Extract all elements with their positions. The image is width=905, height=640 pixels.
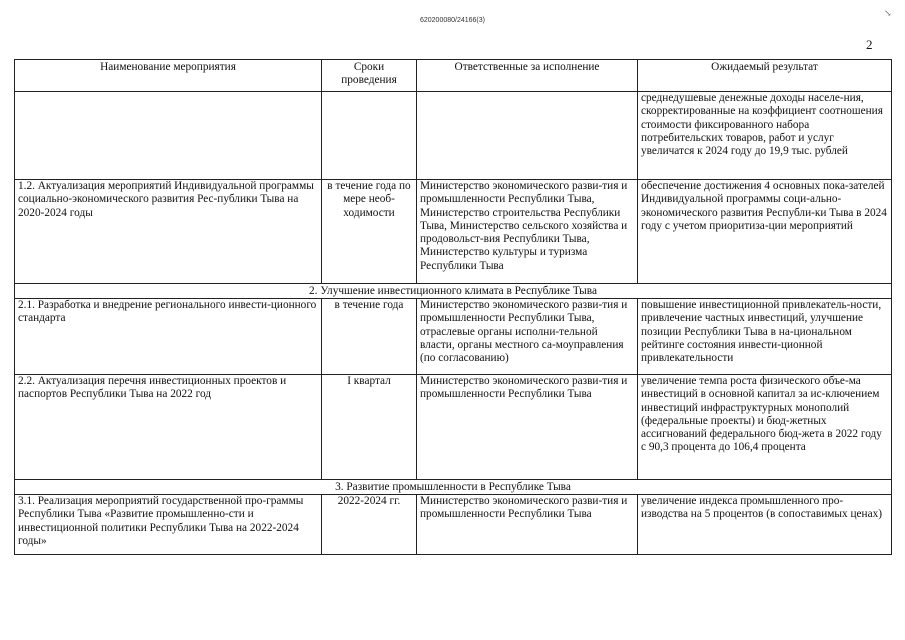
column-header-result: Ожидаемый результат: [638, 60, 892, 92]
section-heading-3: 3. Развитие промышленности в Республике Тыва: [15, 480, 892, 495]
section-heading-2: 2. Улучшение инвестиционного климата в Республике Тыва: [15, 284, 892, 299]
cell-deadline: в течение года по мере необ-ходимости: [322, 180, 417, 284]
table-row: [15, 375, 892, 480]
events-table: [14, 59, 892, 555]
cell-responsible: Министерство экономического разви-тия и промышленности Республики Тыва, отраслевые органы исполни-тельной власти, органы местного са-моуправления (по согласованию): [417, 299, 638, 375]
table-row: [15, 180, 892, 284]
cell-deadline: [322, 92, 417, 180]
cell-responsible: Министерство экономического разви-тия и промышленности Республики Тыва: [417, 495, 638, 555]
cell-event: 1.2. Актуализация мероприятий Индивидуальной программы социально-экономического развития Рес-публики Тыва на 2020-2024 годы: [15, 180, 322, 284]
table-row: [15, 299, 892, 375]
table-row: [15, 495, 892, 555]
section-row: [15, 284, 892, 299]
cell-event: 3.1. Реализация мероприятий государственной про-граммы Республики Тыва «Развитие промышленно-сти и инвестиционной политики Республики Тыва на 2022-2024 годы»: [15, 495, 322, 555]
cell-result: увеличение индекса промышленного про-изводства на 5 процентов (в сопоставимых ценах): [638, 495, 892, 555]
cell-event: [15, 92, 322, 180]
cell-deadline: I квартал: [322, 375, 417, 480]
cell-responsible: [417, 92, 638, 180]
cell-responsible: Министерство экономического разви-тия и промышленности Республики Тыва, Министерство строительства Республики Тыва, Министерство сельского хозяйства и продовольст-вия Республики Тыва, Министерство культуры и туризма Республики Тыва: [417, 180, 638, 284]
cell-event: 2.1. Разработка и внедрение регионального инвести-ционного стандарта: [15, 299, 322, 375]
column-header-event: Наименование мероприятия: [15, 60, 322, 92]
section-row: [15, 480, 892, 495]
cell-event: 2.2. Актуализация перечня инвестиционных проектов и паспортов Республики Тыва на 2022 год: [15, 375, 322, 480]
table-row: [15, 92, 892, 180]
cell-responsible: Министерство экономического разви-тия и промышленности Республики Тыва: [417, 375, 638, 480]
cell-result: обеспечение достижения 4 основных пока-зателей Индивидуальной программы соци-ально-экономического развития Республи-ки Тыва в 2024 году с учетом приоритиза-ции мероприятий: [638, 180, 892, 284]
column-header-deadline: Сроки проведения: [322, 60, 417, 92]
cell-result: увеличение темпа роста физического объе-ма инвестиций в основной капитал за ис-ключением инвестиций инфраструктурных монополий (федеральные проекты) и бюд-жетных ассигнований федерального бюд-жета в 2022 году с 90,3 процента до 106,4 процента: [638, 375, 892, 480]
cell-result: повышение инвестиционной привлекатель-ности, привлечение частных инвестиций, улучшение позиции Республики Тыва в на-циональном рейтинге состояния инвести-ционной привлекательности: [638, 299, 892, 375]
corner-mark: ↘: [884, 8, 892, 18]
column-header-responsible: Ответственные за исполнение: [417, 60, 638, 92]
document-id: 620200080/24166(3): [419, 17, 485, 24]
cell-deadline: в течение года: [322, 299, 417, 375]
cell-deadline: 2022-2024 гг.: [322, 495, 417, 555]
cell-result: среднедушевые денежные доходы населе-ния, скорректированные на коэффициент соотношения стоимости фиксированного набора потребительских товаров, работ и услуг увеличатся к 2024 году до 19,9 тыс. рублей: [638, 92, 892, 180]
page-number: 2: [866, 37, 873, 52]
table-header-row: [15, 60, 892, 92]
